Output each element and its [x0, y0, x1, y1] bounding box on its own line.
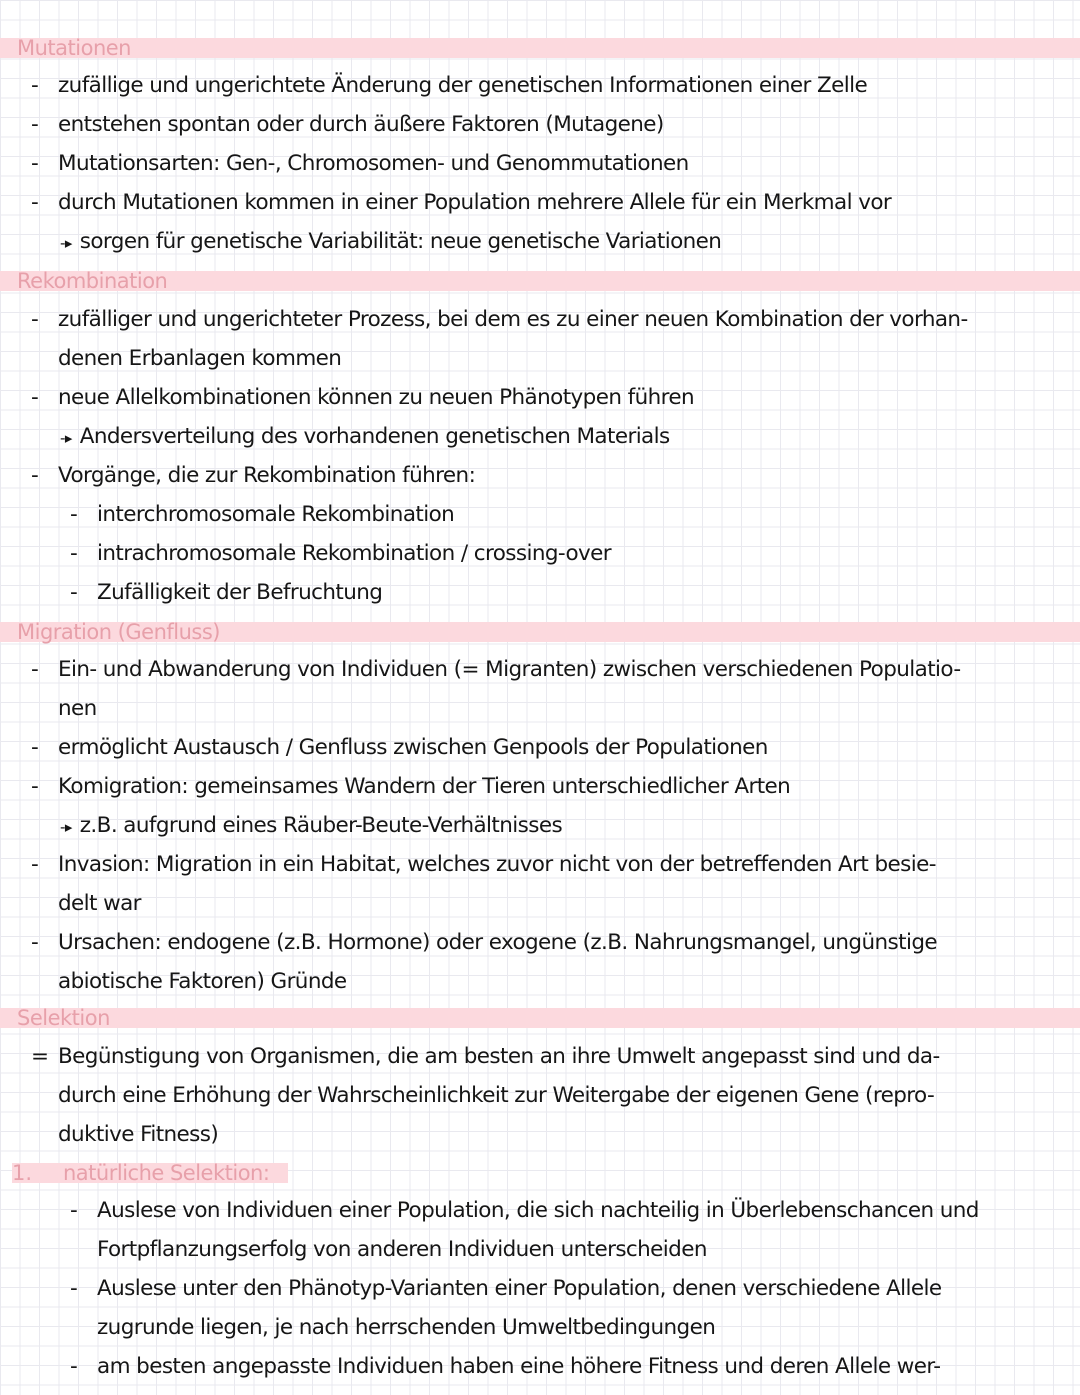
- arrow-icon: -▸: [60, 429, 72, 447]
- list-item: - Ein- und Abwanderung von Individuen (= Migranten) zwischen verschiedenen Populatio-: [31, 657, 961, 682]
- list-item: - Vorgänge, die zur Rekombination führen:: [31, 463, 476, 488]
- definition-line: durch eine Erhöhung der Wahrscheinlichkeit zur Weitergabe der eigenen Gene (repro-: [58, 1083, 935, 1108]
- arrow-icon: -▸: [60, 234, 72, 252]
- arrow-icon: -▸: [60, 818, 72, 836]
- list-item: - durch Mutationen kommen in einer Population mehrere Allele für ein Merkmal vor: [31, 190, 892, 215]
- list-item: - neue Allelkombinationen können zu neuen Phänotypen führen: [31, 385, 695, 410]
- heading-selektion: [0, 1005, 1080, 1031]
- subheading-text: natürliche Selektion:: [63, 1161, 270, 1185]
- heading-rekombination: [0, 268, 1080, 294]
- heading-migration: [0, 619, 1080, 645]
- definition-line: duktive Fitness): [58, 1122, 219, 1147]
- list-item: - entstehen spontan oder durch äußere Faktoren (Mutagene): [31, 112, 664, 137]
- list-item: - zufällige und ungerichtete Änderung der genetischen Informationen einer Zelle: [31, 73, 868, 98]
- definition-line: = Begünstigung von Organismen, die am besten an ihre Umwelt angepasst sind und da-: [31, 1044, 940, 1069]
- list-item-continuation: denen Erbanlagen kommen: [58, 346, 342, 371]
- heading-mutationen: [0, 35, 1080, 61]
- sub-list-item: - Auslese von Individuen einer Population, die sich nachteilig in Überlebenschancen und: [70, 1198, 979, 1223]
- arrow-note: -▸ sorgen für genetische Variabilität: neue genetische Variationen: [60, 229, 722, 254]
- list-item: - Ursachen: endogene (z.B. Hormone) oder exogene (z.B. Nahrungsmangel, ungünstige: [31, 930, 938, 955]
- arrow-note: -▸ z.B. aufgrund eines Räuber-Beute-Verhältnisses: [60, 813, 563, 838]
- sub-list-item-continuation: Fortpflanzungserfolg von anderen Individuen unterscheiden: [97, 1237, 707, 1262]
- list-item: - ermöglicht Austausch / Genfluss zwischen Genpools der Populationen: [31, 735, 768, 760]
- list-item: - Invasion: Migration in ein Habitat, welches zuvor nicht von der betreffenden Art besie-: [31, 852, 936, 877]
- sub-list-item: - intrachromosomale Rekombination / crossing-over: [70, 541, 612, 566]
- list-item-continuation: abiotische Faktoren) Gründe: [58, 969, 347, 994]
- list-item-continuation: delt war: [58, 891, 141, 916]
- heading-text: Migration (Genfluss): [17, 620, 220, 644]
- list-item: - Mutationsarten: Gen-, Chromosomen- und Genommutationen: [31, 151, 689, 176]
- sub-list-item: - Auslese unter den Phänotyp-Varianten einer Population, denen verschiedene Allele: [70, 1276, 942, 1301]
- heading-highlight: [0, 1008, 1080, 1028]
- heading-highlight: [0, 38, 1080, 58]
- list-item: - zufälliger und ungerichteter Prozess, bei dem es zu einer neuen Kombination der vorhan-: [31, 307, 968, 332]
- sub-list-item: - Zufälligkeit der Befruchtung: [70, 580, 383, 605]
- list-item: - Komigration: gemeinsames Wandern der Tieren unterschiedlicher Arten: [31, 774, 791, 799]
- heading-text: Mutationen: [17, 36, 131, 60]
- heading-text: Rekombination: [17, 269, 168, 293]
- subheading-number: 1.: [12, 1161, 33, 1185]
- list-item-continuation: nen: [58, 696, 97, 721]
- sub-list-item: - interchromosomale Rekombination: [70, 502, 455, 527]
- heading-text: Selektion: [17, 1006, 110, 1030]
- sub-list-item: - am besten angepasste Individuen haben eine höhere Fitness und deren Allele wer-: [70, 1354, 941, 1379]
- arrow-note: -▸ Andersverteilung des vorhandenen genetischen Materials: [60, 424, 670, 449]
- sub-list-item-continuation: zugrunde liegen, je nach herrschenden Umweltbedingungen: [97, 1315, 716, 1340]
